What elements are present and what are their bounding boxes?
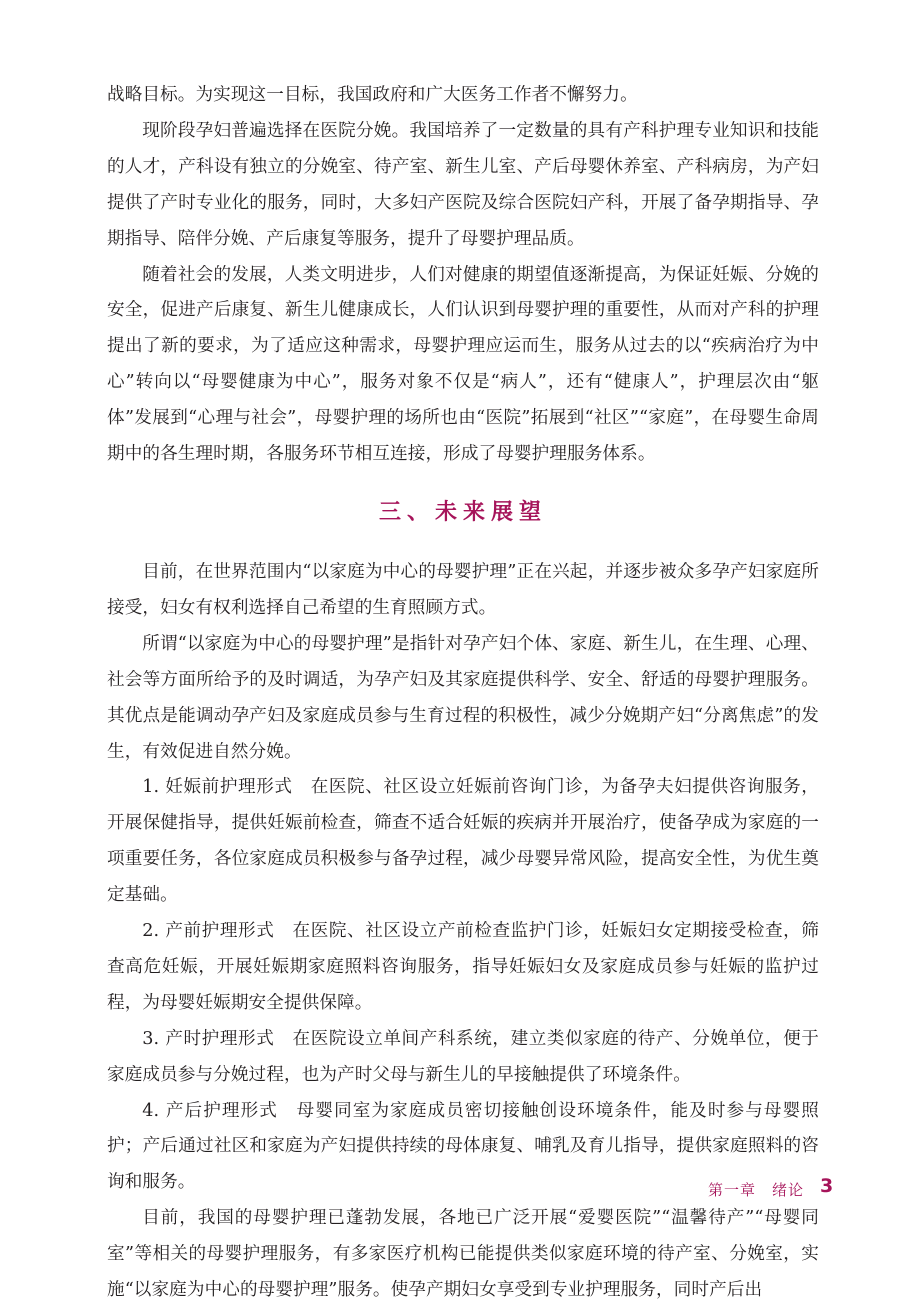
body-paragraph: 目前，我国的母婴护理已蓬勃发展，各地已广泛开展“爱婴医院”“温馨待产”“母婴同室”等相关的母婴护理服务，有多家医疗机构已能提供类似家庭环境的待产室、分娩室，实施“以家庭为中心的母婴护理”服务。使孕产期妇女享受到专业护理服务，同时产后出 xyxy=(107,1208,819,1301)
body-paragraph: 目前，在世界范围内“以家庭为中心的母婴护理”正在兴起，并逐步被众多孕产妇家庭所接受，妇女有权利选择自己希望的生育照顾方式。 xyxy=(107,561,819,618)
list-item-postpartum: 4. 产后护理形式 母婴同室为家庭成员密切接触创设环境条件，能及时参与母婴照护；产后通过社区和家庭为产妇提供持续的母体康复、哺乳及育儿指导，提供家庭照料的咨询和服务。 xyxy=(107,1100,819,1193)
chapter-label: 第一章 绪论 xyxy=(708,1181,805,1199)
page-footer xyxy=(0,1163,900,1243)
list-item-prenatal: 2. 产前护理形式 在医院、社区设立产前检查监护门诊，妊娠妇女定期接受检查，筛查高危妊娠，开展妊娠期家庭照料咨询服务，指导妊娠妇女及家庭成员参与妊娠的监护过程，为母婴妊娠期安全提供保障。 xyxy=(107,921,819,1013)
body-paragraph: 所谓“以家庭为中心的母婴护理”是指针对孕产妇个体、家庭、新生儿，在生理、心理、社会等方面所给予的及时调适，为孕产妇及其家庭提供科学、安全、舒适的母婴护理服务。其优点是能调动孕产妇及家庭成员参与生育过程的积极性，减少分娩期产妇“分离焦虑”的发生，有效促进自然分娩。 xyxy=(107,633,819,762)
section-heading: 三、未来展望 xyxy=(378,499,547,525)
body-paragraph: 随着社会的发展，人类文明进步，人们对健康的期望值逐渐提高，为保证妊娠、分娩的安全，促进产后康复、新生儿健康成长，人们认识到母婴护理的重要性，从而对产科的护理提出了新的要求，为了适应这种需求，母婴护理应运而生，服务从过去的以“疾病治疗为中心”转向以“母婴健康为中心”，服务对象不仅是“病人”，还有“健康人”，护理层次由“躯体”发展到“心理与社会”，母婴护理的场所也由“医院”拓展到“社区”“家庭”，在母婴生命周期中的各生理时期，各服务环节相互连接，形成了母婴护理服务体系。 xyxy=(107,264,819,465)
body-paragraph: 现阶段孕妇普遍选择在医院分娩。我国培养了一定数量的具有产科护理专业知识和技能的人才，产科设有独立的分娩室、待产室、新生儿室、产后母婴休养室、产科病房，为产妇提供了产时专业化的服务，同时，大多妇产医院及综合医院妇产科，开展了备孕期指导、孕期指导、陪伴分娩、产后康复等服务，提升了母婴护理品质。 xyxy=(107,120,819,249)
list-item-intrapartum: 3. 产时护理形式 在医院设立单间产科系统，建立类似家庭的待产、分娩单位，便于家庭成员参与分娩过程，也为产时父母与新生儿的早接触提供了环境条件。 xyxy=(107,1028,819,1085)
body-paragraph: 战略目标。为实现这一目标，我国政府和广大医务工作者不懈努力。 xyxy=(107,85,638,105)
page-body xyxy=(107,78,819,1309)
page-number: 3 xyxy=(820,1175,834,1197)
list-item-prepregnancy: 1. 妊娠前护理形式 在医院、社区设立妊娠前咨询门诊，为备孕夫妇提供咨询服务，开展保健指导，提供妊娠前检查，筛查不适合妊娠的疾病并开展治疗，使备孕成为家庭的一项重要任务，各位家庭成员积极参与备孕过程，减少母婴异常风险，提高安全性，为优生奠定基础。 xyxy=(107,777,819,906)
